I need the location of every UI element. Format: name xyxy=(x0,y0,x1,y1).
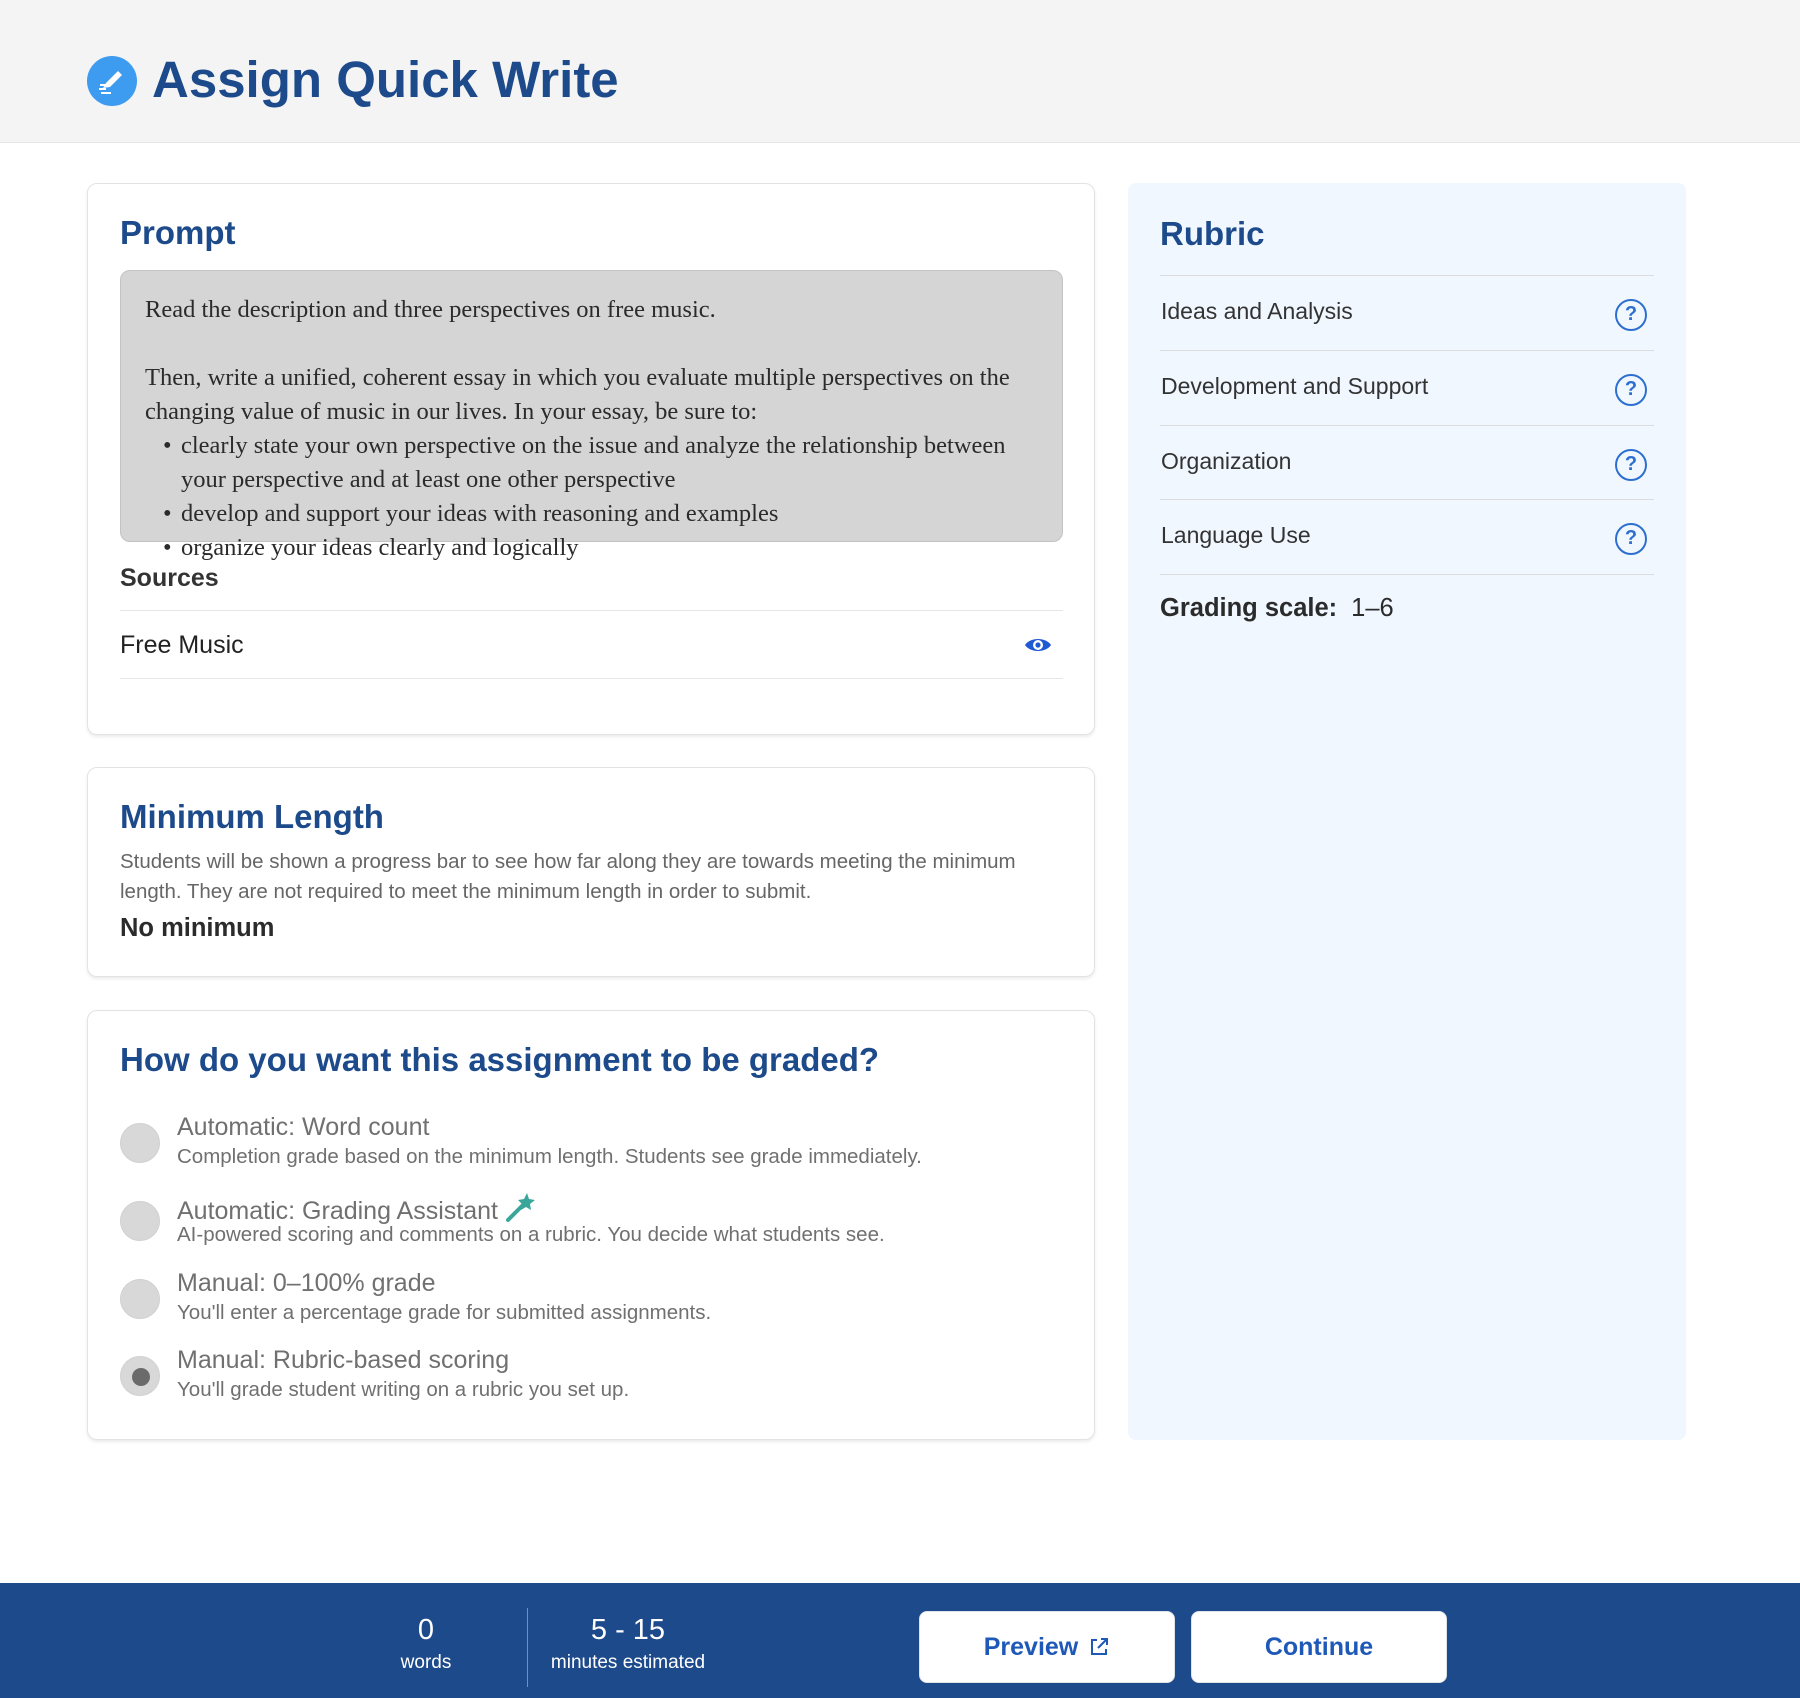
footer-bar xyxy=(0,1583,1800,1698)
word-count-value: 0 xyxy=(417,1614,435,1646)
grading-scale-value: 1–6 xyxy=(1351,594,1394,622)
preview-button-label: Preview xyxy=(983,1632,1079,1661)
grading-option-rubric[interactable] xyxy=(120,1346,1060,1410)
grading-option-grading-assistant[interactable] xyxy=(120,1195,1060,1255)
prompt-heading: Prompt xyxy=(120,214,236,251)
minimum-length-card xyxy=(87,767,1095,977)
continue-button-label: Continue xyxy=(1264,1632,1374,1661)
rubric-criterion-label: Language Use xyxy=(1161,522,1311,548)
rubric-criterion xyxy=(1160,275,1654,350)
time-estimate-label: minutes estimated xyxy=(550,1652,706,1673)
radio-button-selected[interactable] xyxy=(120,1356,160,1396)
minimum-length-heading: Minimum Length xyxy=(120,798,384,835)
grading-option-title: Automatic: Word count xyxy=(177,1113,430,1141)
help-icon[interactable]: ? xyxy=(1615,449,1647,481)
prompt-bullet: • clearly state your own perspective on the issue and analyze the relationship between your perspective and at least one other perspective xyxy=(163,429,1038,497)
prompt-bullet: • organize your ideas clearly and logically xyxy=(163,531,1038,565)
continue-button[interactable] xyxy=(1191,1611,1447,1683)
grading-option-description: You'll grade student writing on a rubric you set up. xyxy=(177,1378,630,1401)
eye-icon[interactable] xyxy=(1023,633,1053,657)
radio-button[interactable] xyxy=(120,1279,160,1319)
grading-option-word-count[interactable] xyxy=(120,1113,1060,1177)
help-icon[interactable]: ? xyxy=(1615,523,1647,555)
rubric-criterion xyxy=(1160,350,1654,425)
prompt-text-box[interactable] xyxy=(120,270,1063,561)
grading-card xyxy=(87,1010,1095,1440)
rubric-divider xyxy=(1160,574,1654,575)
grading-option-percentage[interactable] xyxy=(120,1269,1060,1333)
sources-label: Sources xyxy=(120,564,219,592)
grading-option-title: Manual: 0–100% grade xyxy=(177,1269,436,1297)
time-estimate-value: 5 - 15 xyxy=(590,1614,666,1646)
grading-option-title: Manual: Rubric-based scoring xyxy=(177,1346,510,1374)
grading-option-title-wrap xyxy=(177,1191,536,1226)
rubric-criterion xyxy=(1160,499,1654,574)
rubric-panel xyxy=(1128,183,1686,1440)
grading-option-description: AI-powered scoring and comments on a rubric. You decide what students see. xyxy=(177,1223,885,1246)
grading-heading: How do you want this assignment to be graded? xyxy=(120,1041,880,1078)
help-icon[interactable]: ? xyxy=(1615,299,1647,331)
grading-scale xyxy=(1160,594,1394,623)
grading-option-description: You'll enter a percentage grade for submitted assignments. xyxy=(177,1301,712,1324)
radio-button[interactable] xyxy=(120,1123,160,1163)
prompt-card xyxy=(87,183,1095,735)
source-row xyxy=(120,610,1063,679)
rubric-criterion xyxy=(1160,425,1654,500)
source-name: Free Music xyxy=(120,631,244,659)
footer-divider xyxy=(527,1608,528,1687)
page-title: Assign Quick Write xyxy=(152,51,619,108)
minimum-length-value: No minimum xyxy=(120,914,275,942)
preview-button[interactable] xyxy=(919,1611,1175,1683)
grading-option-title: Automatic: Grading Assistant xyxy=(177,1197,498,1225)
time-estimate-stat xyxy=(540,1613,716,1677)
rubric-criterion-label: Ideas and Analysis xyxy=(1161,298,1353,324)
prompt-bullet: • develop and support your ideas with reasoning and examples xyxy=(163,497,1038,531)
word-count-stat xyxy=(376,1613,476,1677)
prompt-paragraph-1: Read the description and three perspectives on free music. xyxy=(145,296,716,323)
pencil-icon xyxy=(87,56,137,106)
page-header xyxy=(0,0,1800,143)
help-icon[interactable]: ? xyxy=(1615,374,1647,406)
rubric-heading: Rubric xyxy=(1160,215,1265,252)
rubric-criterion-label: Organization xyxy=(1161,448,1292,474)
radio-button[interactable] xyxy=(120,1201,160,1241)
prompt-paragraph-2: Then, write a unified, coherent essay in which you evaluate multiple perspectives on the changing value of music in our lives. In your essay, be sure to: xyxy=(145,364,1010,425)
grading-scale-label: Grading scale: xyxy=(1160,594,1338,622)
prompt-bullet-list xyxy=(145,429,1038,565)
minimum-length-description: Students will be shown a progress bar to see how far along they are towards meeting the minimum length. They are not required to meet the minimum length in order to submit. xyxy=(120,850,1016,903)
rubric-criterion-label: Development and Support xyxy=(1161,373,1429,399)
grading-option-description: Completion grade based on the minimum length. Students see grade immediately. xyxy=(177,1145,922,1168)
magic-wand-icon xyxy=(504,1191,536,1223)
word-count-label: words xyxy=(400,1652,452,1673)
external-link-icon xyxy=(1088,1636,1110,1658)
